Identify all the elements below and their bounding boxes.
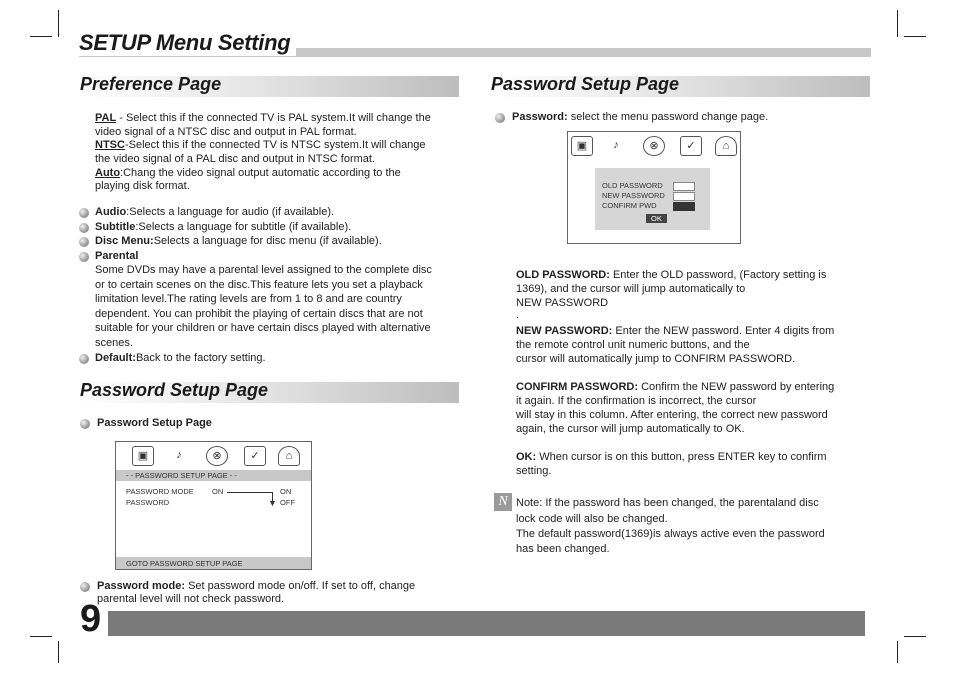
old-password-line-4: .	[516, 309, 520, 321]
preference-heading	[79, 76, 459, 97]
password-setup-heading-left-text: Password Setup Page	[80, 380, 269, 400]
bullet-icon	[80, 582, 90, 592]
crop-mark	[897, 641, 898, 663]
crop-mark	[897, 10, 898, 37]
subtitle-item	[95, 220, 351, 234]
new-password-field[interactable]	[673, 192, 695, 201]
password-label: PASSWORD	[126, 498, 170, 507]
note-line: Note: If the password has been changed, the parentaland disc	[516, 497, 819, 509]
discmenu-item	[95, 234, 382, 248]
ok-line-2: setting.	[516, 465, 552, 477]
bullet-icon	[495, 113, 505, 123]
password-setup-heading-left	[79, 382, 459, 403]
parental-line: dependent. You can prohibit the playing of certain discs that are not	[95, 308, 423, 320]
screen-footer-text: GOTO PASSWORD SETUP PAGE	[126, 559, 243, 568]
default-text: Back to the factory setting.	[135, 352, 266, 364]
confirm-password-line-3: will stay in this column. After entering, the correct new password	[516, 409, 828, 421]
pal-text: - Select this if the connected TV is PAL system.It will change the	[116, 112, 431, 124]
speaker-icon: ♪	[176, 449, 182, 461]
auto-label: Auto	[95, 167, 121, 179]
note-icon: N	[494, 493, 512, 511]
speaker-icon: ♪	[613, 139, 619, 151]
pal-line-2: video signal of a NTSC disc and output in PAL format.	[95, 126, 357, 138]
subtitle-label: Subtitle	[95, 221, 136, 233]
ntsc-label: NTSC	[95, 139, 125, 151]
new-password-text: Enter the NEW password. Enter 4 digits from	[612, 325, 835, 337]
parental-label-text: Parental	[95, 250, 139, 262]
parental-line: limitation level.The rating levels are from 1 to 8 and are country	[95, 293, 402, 305]
discmenu-label: Disc Menu:	[95, 235, 154, 247]
confirm-password-line-4: again, the cursor will jump automatically to OK.	[516, 423, 745, 435]
screen-icon-bar	[568, 132, 740, 160]
audio-item	[95, 205, 334, 219]
parental-line: Some DVDs may have a parental level assigned to the complete disc	[95, 264, 432, 276]
old-password-field[interactable]	[673, 182, 695, 191]
ntsc-line-1	[95, 138, 426, 152]
password-mode-line-2: parental level will not check password.	[97, 593, 285, 605]
film-icon: ⊗	[206, 446, 228, 466]
ntsc-text: -Select this if the connected TV is NTSC system.It will change	[124, 139, 426, 151]
audio-text: :Selects a language for audio (if available).	[126, 206, 335, 218]
password-mode-label: PASSWORD MODE	[126, 487, 194, 496]
password-item-text: select the menu password change page.	[567, 111, 769, 123]
note-line: The default password(1369)is always active even the password	[516, 528, 825, 540]
bullet-icon	[79, 237, 89, 247]
default-label: Default:	[95, 352, 136, 364]
old-password-line-2: 1369), and the cursor will jump automatically to	[516, 283, 746, 295]
option-off: OFF	[280, 498, 295, 507]
crop-mark	[30, 636, 52, 637]
default-item	[95, 351, 266, 365]
ok-line-1	[516, 450, 827, 464]
confirm-password-item-label: CONFIRM PASSWORD:	[516, 381, 639, 393]
password-item	[512, 110, 768, 124]
crop-mark	[30, 36, 52, 37]
option-on: ON	[280, 487, 292, 496]
preference-heading-text: Preference Page	[80, 74, 222, 94]
parental-line: or to certain scenes on the disc.This feature lets you set a playback	[95, 279, 423, 291]
old-password-label: OLD PASSWORD	[602, 181, 663, 190]
password-setup-heading-right-text: Password Setup Page	[491, 74, 680, 94]
preference-icon: ✓	[680, 136, 702, 156]
bullet-icon	[80, 419, 90, 429]
page-title: SETUP Menu Setting	[79, 30, 296, 56]
old-password-line-1	[516, 268, 826, 282]
general-setup-icon: ▣	[132, 446, 154, 466]
screen-header-text: - - PASSWORD SETUP PAGE - -	[126, 471, 237, 480]
bullet-icon	[79, 208, 89, 218]
screen-content	[116, 481, 311, 557]
password-mode-value: ON	[212, 487, 224, 496]
screen-footer-row	[116, 557, 311, 569]
subtitle-text: :Selects a language for subtitle (if available).	[135, 221, 352, 233]
new-password-line-2: the remote control unit numeric buttons, and the	[516, 339, 750, 351]
new-password-line-1	[516, 324, 834, 338]
crop-mark	[904, 636, 926, 637]
parental-label	[95, 249, 138, 263]
ok-item-label: OK:	[516, 451, 537, 463]
ntsc-line-2: the video signal of a PAL disc and output in NTSC format.	[95, 153, 376, 165]
pal-line-1	[95, 111, 431, 125]
confirm-pwd-label: CONFIRM PWD	[602, 201, 657, 210]
parental-line: scenes.	[95, 337, 133, 349]
page-number: 9	[80, 598, 102, 640]
password-setup-screen	[115, 441, 312, 570]
auto-line-2: playing disk format.	[95, 180, 190, 192]
password-setup-sub: Password Setup Page	[97, 417, 212, 429]
arrow-line	[227, 492, 273, 493]
parental-line: suitable for your children or have certain discs played with alternative	[95, 322, 431, 334]
crop-mark	[58, 641, 59, 663]
discmenu-text: Selects a language for disc menu (if available).	[153, 235, 382, 247]
general-setup-icon: ▣	[571, 136, 593, 156]
new-password-label: NEW PASSWORD	[602, 191, 665, 200]
new-password-line-3: cursor will automatically jump to CONFIRM PASSWORD.	[516, 353, 796, 365]
bullet-icon	[79, 354, 89, 364]
change-password-screen	[567, 131, 741, 244]
note-line: lock code will also be changed.	[516, 513, 668, 525]
old-password-text: Enter the OLD password, (Factory setting is	[609, 269, 827, 281]
password-mode-text: Set password mode on/off. If set to off, change	[185, 580, 416, 592]
film-icon: ⊗	[643, 136, 665, 156]
password-setup-heading-right	[490, 76, 870, 97]
audio-label: Audio	[95, 206, 127, 218]
ok-text: When cursor is on this button, press ENTER key to confirm	[536, 451, 827, 463]
bullet-icon	[79, 223, 89, 233]
password-dialog	[595, 168, 710, 230]
crop-mark	[58, 10, 59, 37]
pal-label: PAL	[95, 112, 117, 124]
bullet-icon	[79, 252, 89, 262]
footer-bar	[108, 611, 865, 636]
preference-icon: ✓	[244, 446, 266, 466]
confirm-pwd-field[interactable]	[673, 202, 695, 211]
confirm-password-text: Confirm the NEW password by entering	[638, 381, 835, 393]
ok-button[interactable]: OK	[646, 214, 667, 223]
password-mode-label-text: Password mode:	[97, 580, 186, 592]
password-item-label: Password:	[512, 111, 568, 123]
old-password-item-label: OLD PASSWORD:	[516, 269, 610, 281]
screen-icon-bar	[116, 442, 311, 470]
lock-icon: ⌂	[715, 136, 737, 156]
auto-text: :Chang the video signal output automatic according to the	[120, 167, 401, 179]
confirm-password-line-1	[516, 380, 834, 394]
screen-header-row	[116, 470, 311, 481]
confirm-password-line-2: it again. If the confirmation is incorrect, the cursor	[516, 395, 757, 407]
lock-icon: ⌂	[278, 446, 300, 466]
old-password-line-3: NEW PASSWORD	[516, 297, 609, 309]
new-password-item-label: NEW PASSWORD:	[516, 325, 613, 337]
arrow-down-icon: ▼	[268, 498, 277, 508]
note-line: has been changed.	[516, 543, 610, 555]
crop-mark	[904, 36, 926, 37]
